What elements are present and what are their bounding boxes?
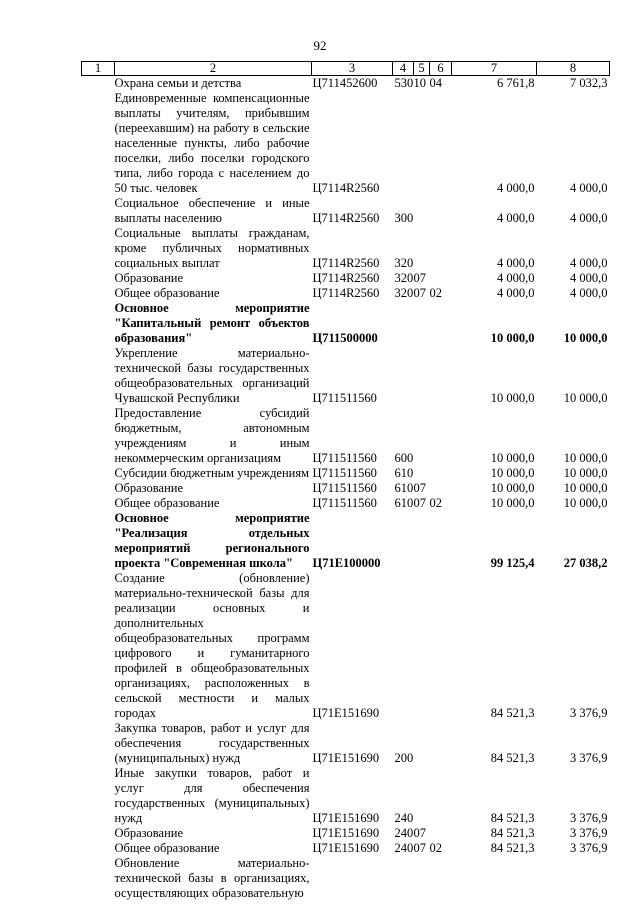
subsection-code [430,721,452,766]
row-name: Создание (обновление) материально-технической базы для реализации основных и дополнительных общеобразовательных программ цифрового и гуманитарного профилей в общеобразовательных организациях, расположенных в сельской местности и малых городах [114,571,310,720]
amount-year-1: 4 000,0 [497,256,535,270]
target-article-code: Ц71Е100000 [312,556,381,570]
empty-cell [82,91,115,196]
target-article-code: Ц711511560 [312,466,377,480]
empty-cell [82,841,115,856]
empty-cell [82,571,115,721]
table-row [82,226,610,271]
target-article-code: Ц711452600 [312,76,378,90]
target-article-code: Ц71Е151690 [312,811,380,825]
amount-year-1: 4 000,0 [497,181,535,195]
subsection-code [430,856,452,901]
amount-year-2: 4 000,0 [570,271,608,285]
amount-year-1: 10 000,0 [490,331,535,345]
table-row [82,511,610,571]
subsection-code [430,406,452,466]
empty-cell [82,721,115,766]
amount-year-2: 10 000,0 [563,451,608,465]
column-header: 3 [312,62,393,76]
amount-year-2: 10 000,0 [563,496,608,510]
table-row [82,271,610,286]
section-code [414,766,430,826]
amount-year-2: 4 000,0 [570,256,608,270]
amount-year-2: 3 376,9 [570,841,608,855]
table-row [82,856,610,901]
expense-type-code [393,301,414,346]
empty-cell [82,481,115,496]
target-article-code: Ц71Е151690 [312,841,380,855]
subsection-code: 02 [429,841,442,855]
table-row [82,406,610,466]
row-name: Основное мероприятие "Капитальный ремонт объектов образования" [114,301,310,345]
target-article-code: Ц711511560 [312,451,377,465]
empty-cell [82,856,115,901]
expense-type-code: 320 [394,286,414,300]
subsection-code [430,226,452,271]
row-name: Социальные выплаты гражданам, кроме публичных нормативных социальных выплат [114,226,310,270]
table-row [82,91,610,196]
amount-year-2: 10 000,0 [563,481,608,495]
empty-cell [82,826,115,841]
column-header: 7 [452,62,537,76]
subsection-code [430,481,452,496]
target-article-code: Ц711511560 [312,481,377,495]
amount-year-2: 4 000,0 [570,211,608,225]
amount-year-1: 6 761,8 [497,76,535,90]
target-article-code: Ц711511560 [312,391,377,405]
expense-type-code [393,571,414,721]
amount-year-1: 84 521,3 [490,751,535,765]
empty-cell [82,406,115,466]
expense-type-code: 320 [394,256,414,270]
column-header: 1 [82,62,115,76]
expense-type-code [393,346,414,406]
target-article-code: Ц71Е151690 [312,751,380,765]
section-code: 07 [413,286,426,300]
target-article-code: Ц7114R2560 [312,181,380,195]
section-code: 07 [413,841,426,855]
empty-cell [82,766,115,826]
table-row [82,766,610,826]
section-code: 07 [413,826,426,840]
table-row [82,76,610,92]
amount-year-1: 99 125,4 [490,556,535,570]
expense-type-code [393,511,414,571]
amount-year-2: 4 000,0 [570,181,608,195]
table-row [82,196,610,226]
section-code [414,511,430,571]
amount-year-2: 7 032,3 [570,76,608,90]
amount-year-2: 3 376,9 [570,751,608,765]
target-article-code: Ц711500000 [312,331,378,345]
target-article-code: Ц7114R2560 [312,211,380,225]
expense-type-code: 530 [394,76,414,90]
expense-type-code: 610 [394,481,414,495]
empty-cell [82,496,115,511]
amount-year-1: 10 000,0 [490,481,535,495]
empty-cell [82,286,115,301]
section-code [414,721,430,766]
amount-year-1: 10 000,0 [490,496,535,510]
table-row [82,826,610,841]
row-name: Охрана семьи и детства [114,76,242,90]
row-name: Общее образование [114,286,220,300]
column-header: 6 [430,62,452,76]
expense-type-code: 320 [394,271,414,285]
expense-type-code: 240 [394,811,414,825]
amount-year-2: 3 376,9 [570,826,608,840]
target-article-code: Ц7114R2560 [312,256,380,270]
expense-type-code: 300 [394,211,414,225]
section-code: 07 [413,496,426,510]
amount-year-1: 4 000,0 [497,271,535,285]
amount-year-2: 27 038,2 [563,556,608,570]
row-name: Образование [114,271,184,285]
amount-year-1: 84 521,3 [490,706,535,720]
row-name: Субсидии бюджетным учреждениям [114,466,310,480]
row-name: Обновление материально-технической базы в организациях, осуществляющих образовательную [114,856,310,900]
amount-year-1: 84 521,3 [490,811,535,825]
column-header: 8 [537,62,610,76]
amount-year-2: 10 000,0 [563,331,608,345]
target-article-code [312,856,393,901]
empty-cell [82,466,115,481]
table-row [82,466,610,481]
column-header: 2 [115,62,312,76]
section-code [414,226,430,271]
subsection-code: 02 [429,286,442,300]
amount-year-2: 3 376,9 [570,811,608,825]
empty-cell [82,271,115,286]
row-name: Закупка товаров, работ и услуг для обеспечения государственных (муниципальных) нужд [114,721,310,765]
expense-type-code: 240 [394,841,414,855]
table-row [82,481,610,496]
amount-year-2: 3 376,9 [570,706,608,720]
amount-year-1: 4 000,0 [497,286,535,300]
expense-type-code: 610 [394,496,414,510]
subsection-code [430,766,452,826]
subsection-code [430,826,452,841]
section-code [414,196,430,226]
section-code [414,301,430,346]
page-number: 92 [313,38,327,53]
amount-year-2: 10 000,0 [563,391,608,405]
row-name: Укрепление материально-технической базы государственных общеобразовательных организаций Чувашской Республики [114,346,310,405]
amount-year-1: 10 000,0 [490,466,535,480]
column-header: 4 [393,62,414,76]
column-header: 5 [414,62,430,76]
empty-cell [82,226,115,271]
target-article-code: Ц71Е151690 [312,706,380,720]
section-code [414,466,430,481]
amount-year-2 [537,856,610,901]
amount-year-1: 4 000,0 [497,211,535,225]
expense-type-code: 240 [394,826,414,840]
section-code [414,346,430,406]
row-name: Общее образование [114,496,220,510]
amount-year-1 [452,856,537,901]
subsection-code [430,271,452,286]
section-code [414,856,430,901]
section-code [414,91,430,196]
section-code: 07 [413,271,426,285]
amount-year-1: 10 000,0 [490,451,535,465]
subsection-code: 02 [429,496,442,510]
row-name: Образование [114,481,184,495]
table-row [82,346,610,406]
row-name: Образование [114,826,184,840]
target-article-code: Ц7114R2560 [312,271,380,285]
row-name: Единовременные компенсационные выплаты учителям, прибывшим (переехавшим) на работу в сельские населенные пункты, либо рабочие поселки, либо поселки городского типа, либо города с населением до 50 тыс. человек [114,91,310,195]
table-row [82,301,610,346]
expense-type-code: 600 [394,451,414,465]
subsection-code [430,91,452,196]
subsection-code [430,466,452,481]
empty-cell [82,511,115,571]
target-article-code: Ц71Е151690 [312,826,380,840]
section-code: 10 [413,76,426,90]
amount-year-2: 4 000,0 [570,286,608,300]
budget-table [81,61,610,901]
section-code [414,406,430,466]
row-name: Социальное обеспечение и иные выплаты населению [114,196,310,225]
table-row [82,721,610,766]
table-body [82,76,610,902]
amount-year-1: 84 521,3 [490,826,535,840]
table-row [82,286,610,301]
expense-type-code: 610 [394,466,414,480]
expense-type-code: 200 [394,751,414,765]
empty-cell [82,76,115,92]
subsection-code [430,511,452,571]
subsection-code: 04 [429,76,442,90]
target-article-code: Ц711511560 [312,496,377,510]
expense-type-code [393,856,414,901]
row-name: Иные закупки товаров, работ и услуг для обеспечения государственных (муниципальных) нужд [114,766,310,825]
subsection-code [430,301,452,346]
table-row [82,571,610,721]
amount-year-1: 10 000,0 [490,391,535,405]
subsection-code [430,571,452,721]
subsection-code [430,346,452,406]
section-code [414,571,430,721]
row-name: Общее образование [114,841,220,855]
empty-cell [82,301,115,346]
target-article-code: Ц7114R2560 [312,286,380,300]
table-header [82,62,610,76]
amount-year-2: 10 000,0 [563,466,608,480]
row-name: Основное мероприятие "Реализация отдельных мероприятий регионального проекта "Современная школа" [114,511,310,570]
expense-type-code [393,91,414,196]
empty-cell [82,196,115,226]
table-row [82,496,610,511]
amount-year-1: 84 521,3 [490,841,535,855]
subsection-code [430,196,452,226]
section-code: 07 [413,481,426,495]
table-row [82,841,610,856]
empty-cell [82,346,115,406]
row-name: Предоставление субсидий бюджетным, автономным учреждениям и иным некоммерческим организациям [114,406,310,465]
